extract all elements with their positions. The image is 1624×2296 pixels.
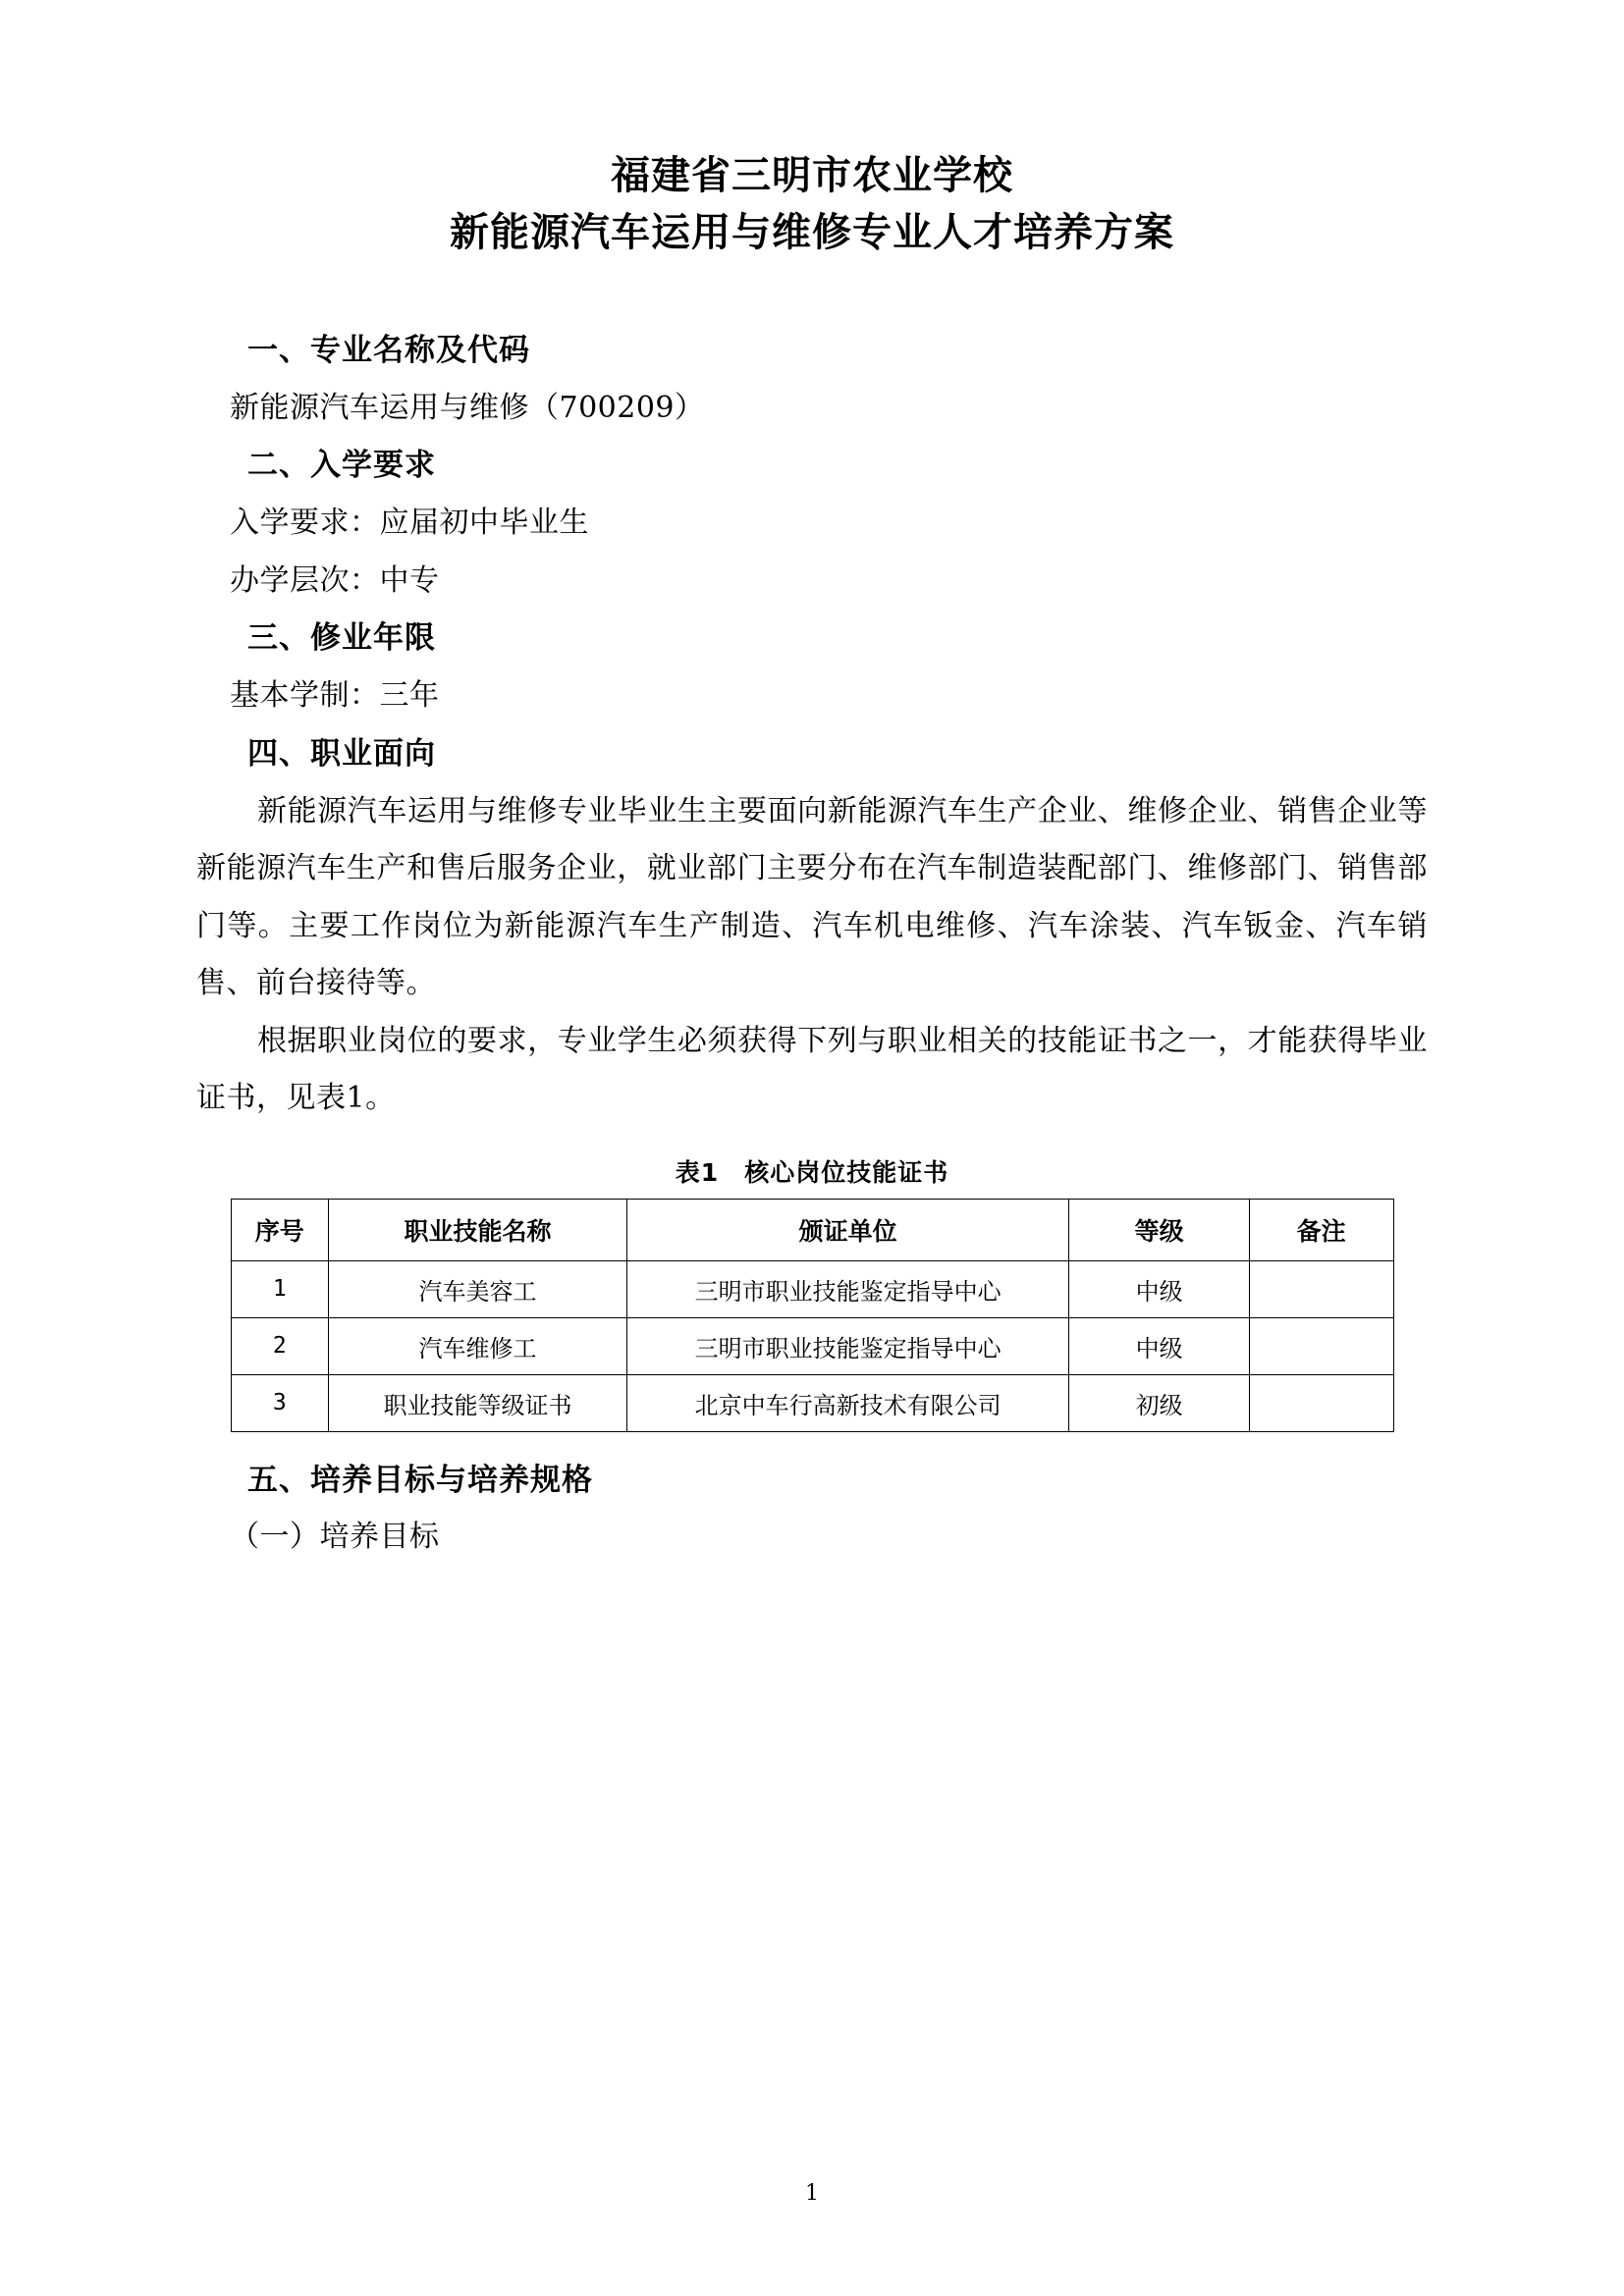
table-cell-name: 汽车维修工 [329, 1317, 627, 1374]
table-row [231, 1374, 1393, 1431]
table-caption: 表1 核心岗位技能证书 [675, 1157, 949, 1187]
table-row [231, 1317, 1393, 1374]
section-heading-2: 二、入学要求 [247, 448, 436, 484]
table-cell-name: 汽车美容工 [329, 1260, 627, 1317]
table-cell-seq: 3 [231, 1374, 329, 1431]
section-heading-3: 三、修业年限 [247, 620, 436, 657]
page-number: 1 [805, 2181, 819, 2206]
table-cell-level: 初级 [1069, 1374, 1249, 1431]
table-header-cell: 颁证单位 [626, 1199, 1069, 1260]
section-5-subheading-1: （一）培养目标 [230, 1520, 440, 1555]
table-cell-remark [1249, 1260, 1393, 1317]
table-cell-remark [1249, 1374, 1393, 1431]
table-cell-name: 职业技能等级证书 [329, 1374, 627, 1431]
section-heading-5: 五、培养目标与培养规格 [247, 1462, 593, 1498]
section-2-line-2: 办学层次：中专 [230, 562, 440, 598]
table-cell-issuer: 三明市职业技能鉴定指导中心 [626, 1317, 1069, 1374]
section-4-paragraph-1: 新能源汽车运用与维修专业毕业生主要面向新能源汽车生产企业、维修企业、销售企业等新能源汽车生产和售后服务企业，就业部门主要分布在汽车制造装配部门、维修部门、销售部门等。主要工作岗位为新能源汽车生产制造、汽车机电维修、汽车涂装、汽车钣金、汽车销售、前台接待等。 [196, 793, 1428, 1001]
table-header-cell: 等级 [1069, 1199, 1249, 1260]
section-1-text: 新能源汽车运用与维修（700209） [230, 390, 705, 425]
table-header-row [231, 1199, 1393, 1260]
section-4-paragraph-2: 根据职业岗位的要求，专业学生必须获得下列与职业相关的技能证书之一，才能获得毕业证书，见表1。 [196, 1023, 1428, 1116]
table-header-cell: 备注 [1249, 1199, 1393, 1260]
table-cell-seq: 2 [231, 1317, 329, 1374]
table-cell-remark [1249, 1317, 1393, 1374]
section-3-line-1: 基本学制：三年 [230, 678, 440, 714]
section-2-line-1: 入学要求：应届初中毕业生 [230, 506, 589, 541]
table-cell-issuer: 北京中车行高新技术有限公司 [626, 1374, 1069, 1431]
table-cell-level: 中级 [1069, 1317, 1249, 1374]
title-line-1: 福建省三明市农业学校 [611, 153, 1013, 198]
core-skill-certificates-table [231, 1199, 1394, 1432]
table-cell-issuer: 三明市职业技能鉴定指导中心 [626, 1260, 1069, 1317]
table-header-cell: 序号 [231, 1199, 329, 1260]
section-heading-1: 一、专业名称及代码 [247, 333, 530, 368]
page-title [196, 147, 1428, 261]
table-row [231, 1260, 1393, 1317]
title-line-2: 新能源汽车运用与维修专业人才培养方案 [450, 210, 1174, 255]
table-header-cell: 职业技能名称 [329, 1199, 627, 1260]
section-heading-4: 四、职业面向 [247, 735, 436, 772]
table-cell-seq: 1 [231, 1260, 329, 1317]
table-cell-level: 中级 [1069, 1260, 1249, 1317]
